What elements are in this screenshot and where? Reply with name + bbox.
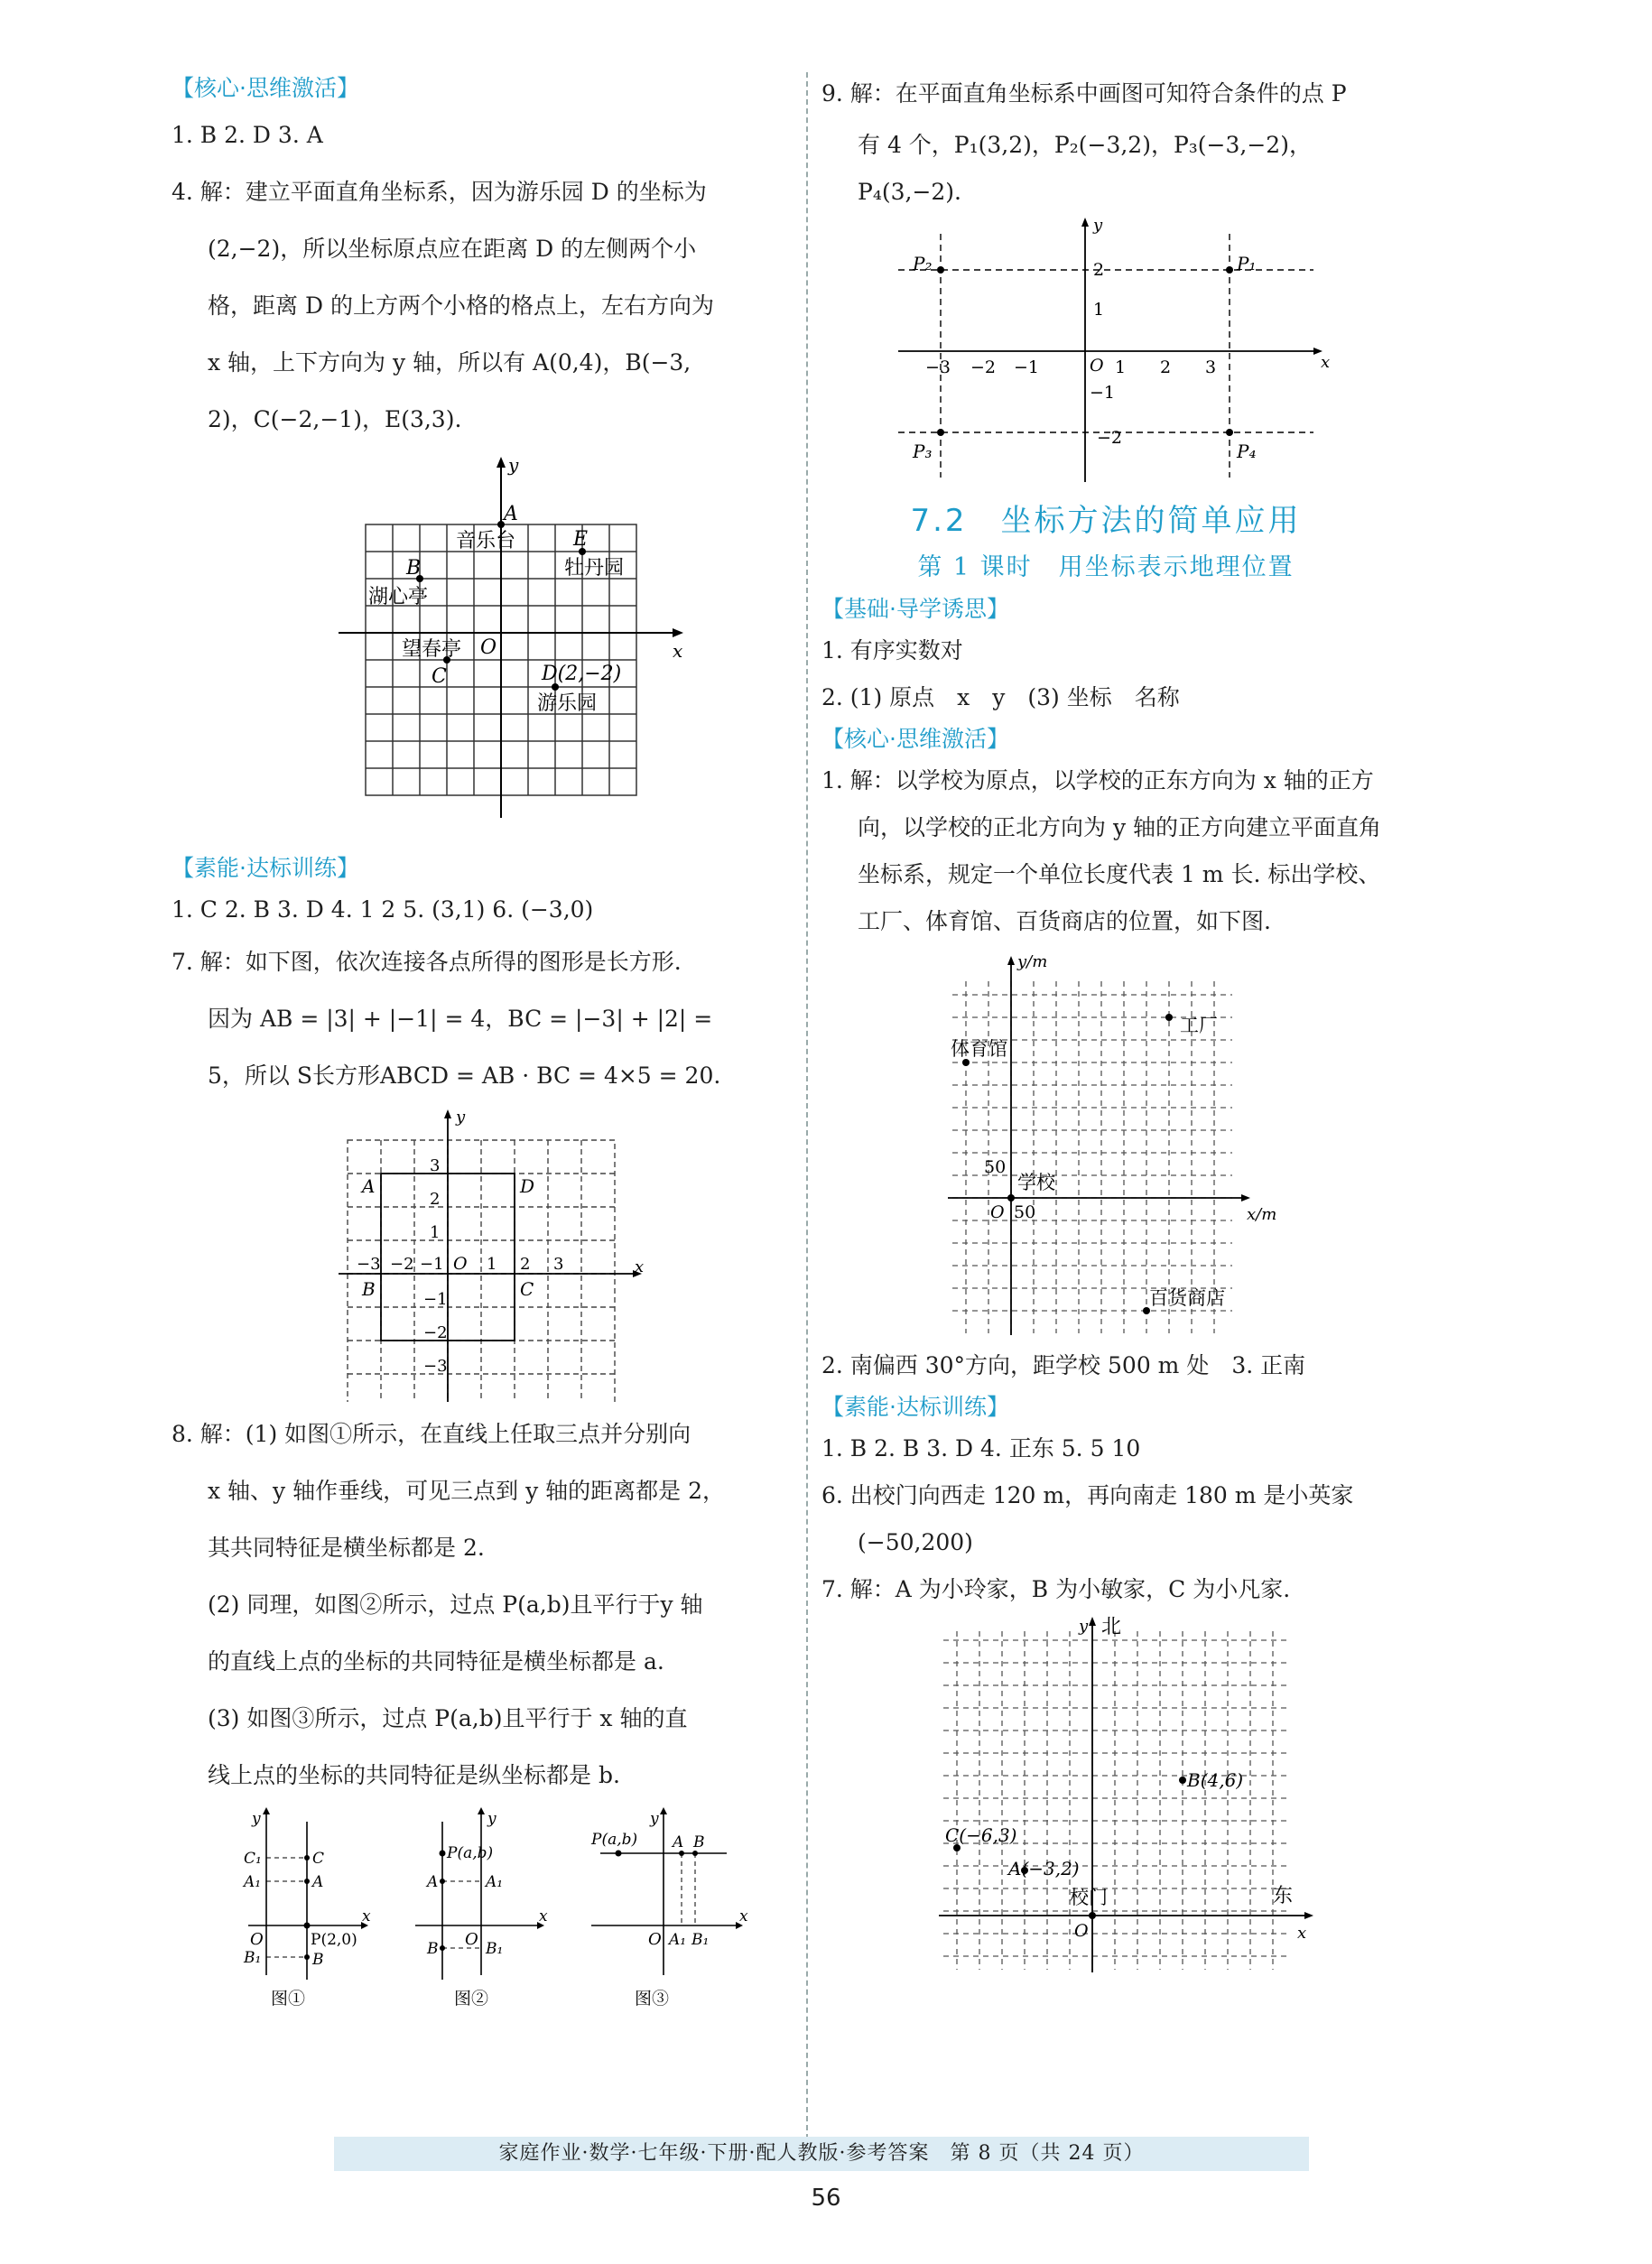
tick-x: −2 [970,357,997,377]
f1-C: C [312,1850,325,1868]
section-header-core: 【核心·思维激活】 [821,726,1009,752]
tick-y: 2 [1093,260,1105,280]
origin-label: O [453,1254,468,1274]
axis-x-label: x/m [1247,1205,1277,1224]
q9-line: 9. 解：在平面直角坐标系中画图可知符合条件的点 P [821,80,1347,107]
q9-line: 有 4 个，P₁(3,2)，P₂(−3,2)，P₃(−3,−2)， [858,132,1312,158]
school-map-figure [907,945,1304,1342]
tick-x: 1 [487,1255,497,1274]
P4-label: P₄ [1237,441,1257,462]
tick-x: 50 [1014,1202,1036,1222]
f2-B1: B₁ [486,1940,504,1958]
P2-label: P₂ [913,253,933,274]
section-header-core: 【核心·思维激活】 [172,75,359,101]
tick-y: 1 [1093,300,1105,320]
tick-x: −2 [390,1255,414,1274]
tick-y: 2 [430,1190,441,1209]
f1-y: y [252,1810,261,1828]
section-header-skill: 【素能·达标训练】 [821,1394,1009,1420]
east-label: 东 [1273,1885,1294,1907]
q8-line: x 轴、y 轴作垂线，可见三点到 y 轴的距离都是 2， [208,1478,725,1504]
f1-A1: A₁ [244,1873,262,1891]
north-label: 北 [1101,1616,1122,1638]
axis-y-label: y [456,1108,466,1127]
skill-line: (−50,200) [858,1529,973,1555]
f1-A: A [312,1873,324,1891]
q8-line: (2) 同理，如图②所示，过点 P(a,b)且平行于y 轴 [208,1591,703,1618]
f3-A: A [673,1833,684,1851]
point-E-label: E [573,528,589,551]
section-header-skill: 【素能·达标训练】 [172,855,359,881]
factory-label: 工厂 [1180,1015,1218,1036]
tick-y: 50 [984,1157,1007,1177]
point-A-label: A(−3,2) [1008,1858,1080,1879]
answer-line: 1. B 2. D 3. A [172,122,323,148]
vertex-A: A [362,1175,376,1197]
tick-x: 1 [1115,357,1127,377]
f1-caption: 图① [271,1989,306,2009]
subsection-title: 第 1 课时 用坐标表示地理位置 [917,553,1295,581]
page-number: 56 [811,2185,841,2212]
f1-x: x [362,1907,371,1925]
f3-x: x [739,1907,748,1925]
f3-B1: B₁ [691,1931,710,1949]
answer-line: 1. C 2. B 3. D 4. 1 2 5. (3,1) 6. (−3,0) [172,896,594,923]
homes-map-figure [889,1613,1323,1974]
point-D-name: 游乐园 [537,692,598,715]
q7-line: 5，所以 S长方形ABCD = AB · BC = 4×5 = 20. [208,1062,721,1089]
f3-y: y [650,1810,659,1828]
axis-y-label: y [1079,1617,1089,1636]
tick-y: −1 [1090,383,1116,403]
tick-y: −2 [423,1323,448,1342]
point-A-name: 音乐台 [456,530,516,552]
axis-y-label: y [508,454,519,476]
q7-line: 因为 AB = |3| + |−1| = 4，BC = |−3| + |2| = [208,1006,713,1032]
point-B-label: B(4,6) [1187,1769,1244,1791]
P1-label: P₁ [1237,253,1257,274]
axis-x-label: x [1297,1924,1307,1943]
tick-x: −3 [925,357,951,377]
point-C-label: C(−6,3) [945,1824,1017,1846]
point-E-name: 牡丹园 [564,557,625,580]
tick-x: −1 [420,1255,444,1274]
f3-caption: 图③ [635,1989,670,2009]
right-column [821,70,1390,1974]
q4-line: 4. 解：建立平面直角坐标系，因为游乐园 D 的坐标为 [172,179,707,205]
vertex-B: B [362,1278,376,1300]
axis-x-label: x [1321,353,1331,372]
q8-line: 其共同特征是横坐标都是 2. [208,1535,485,1561]
origin-label: O [1090,356,1104,376]
f2-A: A [427,1873,439,1891]
park-map-figure [275,448,691,845]
basic-line: 1. 有序实数对 [821,637,963,663]
f2-B: B [427,1940,439,1958]
q8-line: (3) 如图③所示，过点 P(a,b)且平行于 x 轴的直 [208,1705,688,1731]
point-B-name: 湖心亭 [368,586,429,608]
q4-line: x 轴，上下方向为 y 轴，所以有 A(0,4)，B(−3, [208,349,691,376]
footer-band: 家庭作业·数学·七年级·下册·配人教版·参考答案 第 8 页（共 24 页） [334,2137,1309,2171]
left-column [172,70,794,2011]
store-label: 百货商店 [1149,1287,1225,1309]
c1-line: 工厂、体育馆、百货商店的位置，如下图. [858,908,1271,934]
section-title: 7.2 坐标方法的简单应用 [910,503,1302,539]
P3-label: P₃ [913,441,933,462]
axis-x-label: x [635,1257,645,1276]
f3-P: P(a,b) [591,1831,638,1849]
tick-x: 2 [1160,357,1172,377]
rectangle-figure [302,1104,664,1402]
tick-x: −1 [1014,357,1040,377]
gate-label: 校门 [1070,1887,1108,1908]
tick-x: 2 [520,1255,531,1274]
q4-line: (2,−2)，所以坐标原点应在距离 D 的左侧两个小 [208,236,697,262]
school-label: 学校 [1017,1172,1055,1193]
f1-B: B [312,1951,324,1969]
f2-o: O [465,1930,478,1949]
column-divider [806,72,808,2139]
tick-x: 3 [1205,357,1217,377]
q4-line: 格，距离 D 的上方两个小格的格点上，左右方向为 [208,292,714,319]
vertex-C: C [520,1278,534,1300]
f3-A1: A₁ [669,1931,687,1949]
tick-y: −3 [423,1357,448,1376]
gym-label: 体育馆 [951,1038,1007,1060]
point-B-label: B [406,557,422,580]
tick-y: −1 [423,1290,448,1309]
f2-x: x [539,1907,548,1925]
skill-line: 7. 解：A 为小玲家，B 为小敏家，C 为小凡家. [821,1576,1291,1602]
q8-line: 线上点的坐标的共同特征是纵坐标都是 b. [208,1762,620,1788]
q9-line: P₄(3,−2). [858,179,962,205]
f3-B: B [693,1833,705,1851]
point-D-label: D(2,−2) [542,663,622,685]
tick-y: 1 [430,1223,441,1242]
f2-y: y [487,1810,497,1828]
q8-line: 8. 解：(1) 如图①所示，在直线上任取三点并分别向 [172,1421,691,1447]
c2-line: 2. 南偏西 30°方向，距学校 500 m 处 3. 正南 [821,1352,1306,1378]
c1-line: 向，以学校的正北方向为 y 轴的正方向建立平面直角 [858,814,1382,840]
tick-x: 3 [553,1255,564,1274]
skill-line: 6. 出校门向西走 120 m，再向南走 180 m 是小英家 [821,1482,1354,1508]
q7-line: 7. 解：如下图，依次连接各点所得的图形是长方形. [172,949,682,975]
three-figures [194,1804,772,2011]
f2-P: P(a,b) [447,1844,494,1862]
f1-B1: B₁ [244,1949,262,1967]
f2-caption: 图② [454,1989,489,2009]
q4-line: 2)，C(−2,−1)，E(3,3). [208,406,462,432]
q8-line: 的直线上点的坐标的共同特征是横坐标都是 a. [208,1648,664,1675]
axis-x-label: x [673,640,683,662]
f1-o: O [250,1930,264,1949]
tick-y: −2 [1097,428,1123,448]
origin-label: O [1074,1921,1089,1941]
point-C-label: C [432,665,447,688]
axis-y-label: y/m [1017,952,1048,971]
skill-line: 1. B 2. B 3. D 4. 正东 5. 5 10 [821,1435,1141,1461]
axis-y-label: y [1093,216,1103,235]
origin-label: O [480,636,497,659]
origin-label: O [990,1202,1005,1222]
f1-P: P(2,0) [311,1931,357,1949]
vertex-D: D [520,1175,535,1197]
tick-x: −3 [357,1255,381,1274]
point-A-label: A [504,503,518,525]
f1-C1: C₁ [244,1850,262,1868]
section-header-basic: 【基础·导学诱思】 [821,596,1009,622]
basic-line: 2. (1) 原点 x y (3) 坐标 名称 [821,684,1180,710]
c1-line: 1. 解：以学校为原点，以学校的正东方向为 x 轴的正方 [821,767,1374,793]
f2-A1: A₁ [486,1873,504,1891]
quadrant-points-figure [880,216,1332,487]
c1-line: 坐标系，规定一个单位长度代表 1 m 长. 标出学校、 [858,861,1381,887]
point-C-name: 望春亭 [402,638,462,661]
f3-o: O [648,1930,662,1949]
tick-y: 3 [430,1156,441,1175]
